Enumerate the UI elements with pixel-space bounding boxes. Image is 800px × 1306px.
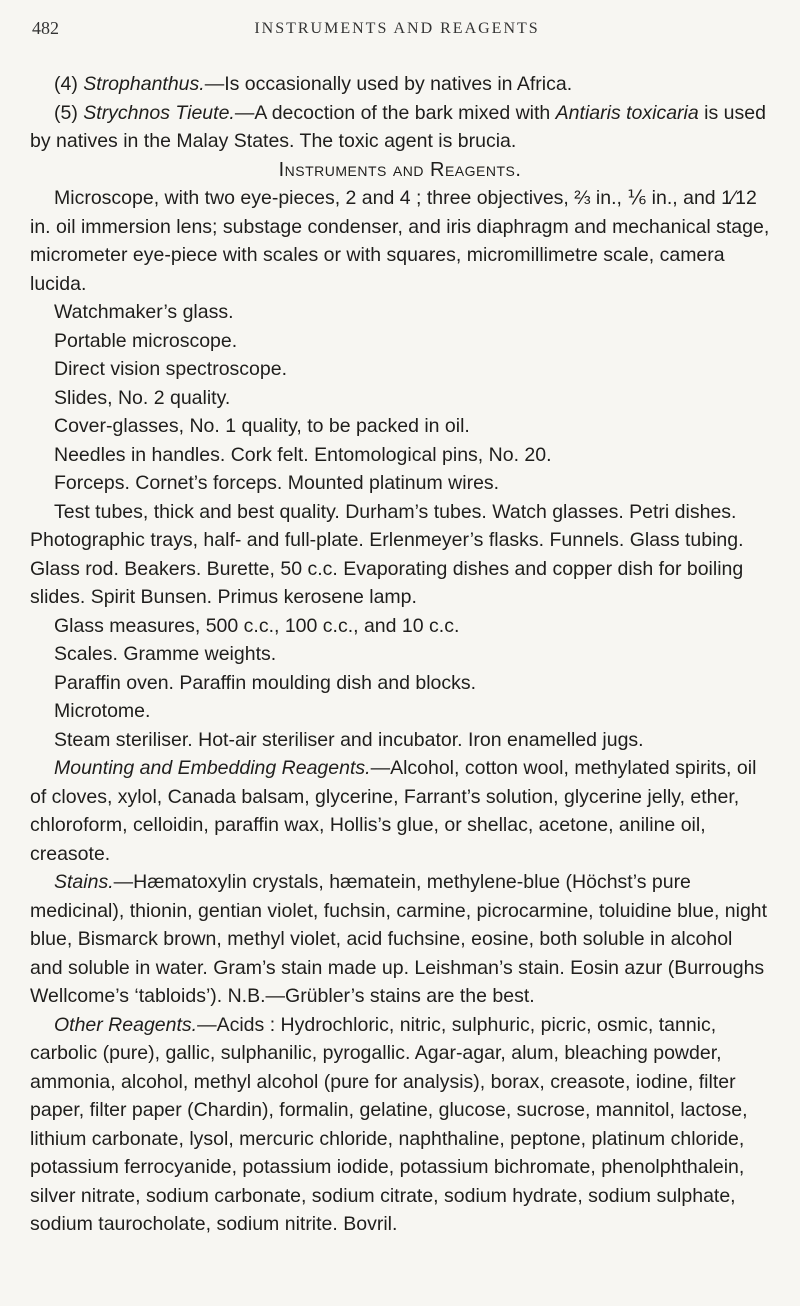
- list-item-spectroscope: Direct vision spectroscope.: [54, 358, 288, 380]
- list-item-forceps: Forceps. Cornet’s forceps. Mounted platinum wires.: [54, 472, 500, 494]
- item-name: Strychnos Tieute.: [83, 101, 235, 124]
- reagents-stains: [30, 868, 770, 1011]
- item-number: (5): [54, 101, 78, 124]
- item-name: Strophanthus.: [83, 73, 205, 95]
- reagents-text: —Hæmatoxylin crystals, hæmatein, methylene-blue (Höchst’s pure medicinal), thionin, gentian violet, fuchsin, carmine, picrocarmine, toluidine blue, night blue, Bismarck brown, methyl violet, acid fuchsine, eosine, both soluble in alcohol and soluble in water. Gram’s stain made up. Leishman’s stain. Eosin azur (Burroughs Wellcome’s ‘tabloids’). N.B.—Grübler’s stains are the best.: [30, 871, 768, 1007]
- list-item-measures: Glass measures, 500 c.c., 100 c.c., and 10 c.c.: [54, 614, 460, 637]
- reagents-label: Mounting and Embedding Reagents.: [54, 757, 371, 779]
- page-header: [24, 18, 770, 46]
- list-item-portable: Portable microscope.: [54, 329, 238, 352]
- item-strophanthus: [30, 70, 770, 99]
- list-item-needles: Needles in handles. Cork felt. Entomological pins, No. 20.: [54, 443, 552, 466]
- list-item-watchmaker: Watchmaker’s glass.: [54, 301, 234, 323]
- list-item-microscope: Microscope, with two eye-pieces, 2 and 4 ; three objectives, ⅔ in., ⅙ in., and 1⁄12 in. oil immersion lens; substage condenser, and iris diaphragm and mechanical stage, micrometer eye-piece with scales or with squares, micromillimetre scale, camera lucida.: [30, 187, 770, 295]
- page-number: 482: [32, 18, 59, 38]
- list-item-microtome: Microtome.: [54, 700, 151, 722]
- reagents-text: —Acids : Hydrochloric, nitric, sulphuric, picric, osmic, tannic, carbolic (pure), gallic, sulphanilic, pyrogallic. Agar-agar, alum, bleaching powder, ammonia, alcohol, methyl alcohol (pure for analysis), borax, creasote, iodine, filter paper, filter paper (Chardin), formalin, gelatine, glucose, sucrose, mannitol, lactose, lithium carbonate, lysol, mercuric chloride, naphthaline, peptone, platinum chloride, potassium ferrocyanide, potassium iodide, potassium bichromate, phenolphthalein, silver nitrate, sodium carbonate, sodium citrate, sodium hydrate, sodium sulphate, sodium taurocholate, sodium nitrite. Bovril.: [30, 1013, 748, 1235]
- section-heading: Instruments and Reagents.: [278, 158, 522, 181]
- item-text: is used by natives in the Malay States. The toxic agent is brucia.: [30, 101, 766, 152]
- reagents-label: Other Reagents.: [54, 1013, 198, 1036]
- body-text: [30, 70, 770, 1239]
- item-strychnos: [30, 99, 770, 156]
- reagents-other: [30, 1011, 770, 1239]
- item-number: (4): [54, 73, 78, 95]
- reagents-label: Stains.: [54, 871, 114, 893]
- reagents-text: —Alcohol, cotton wool, methylated spirits, oil of cloves, xylol, Canada balsam, glycerine, Farrant’s solution, glycerine jelly, ether, chloroform, celloidin, paraffin wax, Hollis’s glue, or shellac, acetone, aniline oil, creasote.: [30, 757, 757, 865]
- running-title: INSTRUMENTS AND REAGENTS: [254, 20, 540, 37]
- list-item-steriliser: Steam steriliser. Hot-air steriliser and incubator. Iron enamelled jugs.: [54, 728, 644, 751]
- list-item-cover-glasses: Cover-glasses, No. 1 quality, to be packed in oil.: [54, 415, 470, 437]
- item-text: —Is occasionally used by natives in Africa.: [204, 73, 573, 95]
- reagents-mounting: [30, 754, 770, 868]
- list-item-glassware: Test tubes, thick and best quality. Durham’s tubes. Watch glasses. Petri dishes. Photographic trays, half- and full-plate. Erlenmeyer’s flasks. Funnels. Glass tubing. Glass rod. Beakers. Burette, 50 c.c. Evaporating dishes and copper dish for boiling slides. Spirit Bunsen. Primus kerosene lamp.: [30, 500, 744, 608]
- list-item-scales: Scales. Gramme weights.: [54, 643, 277, 665]
- item-text: —A decoction of the bark mixed with: [234, 101, 556, 124]
- list-item-slides: Slides, No. 2 quality.: [54, 386, 231, 409]
- list-item-paraffin: Paraffin oven. Paraffin moulding dish and blocks.: [54, 671, 477, 694]
- item-reference: Antiaris toxicaria: [555, 101, 699, 124]
